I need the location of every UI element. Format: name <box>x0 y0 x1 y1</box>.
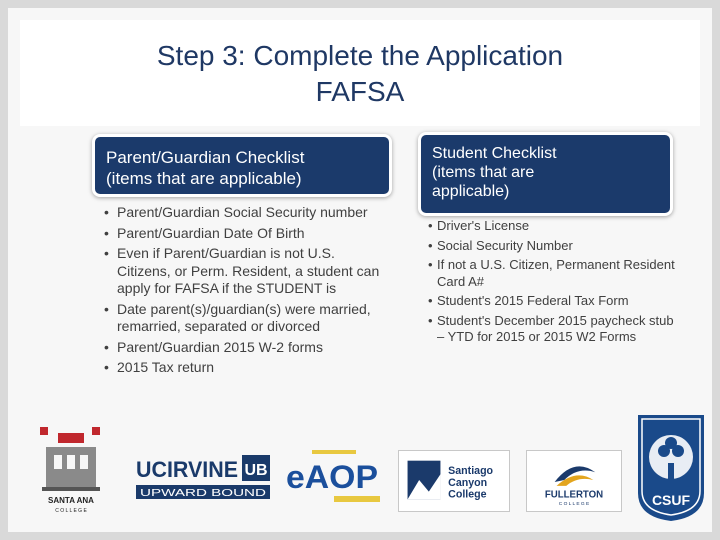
csuf-text: CSUF <box>651 492 691 508</box>
parent-header-line-1: Parent/Guardian Checklist <box>106 148 305 167</box>
santa-ana-line-2: C O L L E G E <box>55 508 87 514</box>
parent-checklist-list <box>104 204 384 380</box>
santiago-line-2: Canyon <box>448 476 488 489</box>
list-item: • Student's December 2015 paycheck stub – YTD for 2015 or 2015 W2 Forms <box>428 313 678 346</box>
fullerton-line-1: FULLERTON <box>544 489 604 501</box>
uci-main-text: UCIRVINE <box>136 457 238 482</box>
list-item: • 2015 Tax return <box>104 359 384 377</box>
title-line-2: FAFSA <box>315 76 405 107</box>
slide-title <box>20 20 700 126</box>
list-item: • If not a U.S. Citizen, Permanent Resident Card A# <box>428 257 678 290</box>
santa-ana-college-logo <box>36 425 106 515</box>
uci-monogram: UB <box>244 462 268 479</box>
list-item: • Date parent(s)/guardian(s) were married, remarried, separated or divorced <box>104 301 384 336</box>
student-header-line-2: (items that are <box>432 164 535 181</box>
list-item: • Even if Parent/Guardian is not U.S. Citizens, or Perm. Resident, a student can apply for FAFSA if the STUDENT is <box>104 245 384 298</box>
title-line-1: Step 3: Complete the Application <box>156 40 564 71</box>
parent-checklist-header <box>92 134 392 197</box>
csuf-logo <box>634 413 708 523</box>
santiago-line-3: College <box>448 488 487 501</box>
santiago-canyon-mark-icon <box>399 451 509 511</box>
list-item: • Driver's License <box>428 218 678 235</box>
uci-subtext: UPWARD BOUND <box>140 488 266 499</box>
santiago-canyon-college-logo <box>398 450 510 512</box>
parent-header-line-2: (items that are applicable) <box>106 169 302 188</box>
student-header-line-1: Student Checklist <box>432 145 557 162</box>
fullerton-line-2: C O L L E G E <box>558 502 590 508</box>
uci-upward-bound-logo <box>134 453 272 503</box>
list-item: • Parent/Guardian Social Security number <box>104 204 384 222</box>
student-checklist-header <box>418 132 673 216</box>
student-header-line-3: applicable) <box>432 183 510 200</box>
eaop-logo <box>282 448 386 508</box>
list-item: • Parent/Guardian 2015 W-2 forms <box>104 339 384 357</box>
santiago-line-1: Santiago <box>448 465 494 478</box>
list-item: • Parent/Guardian Date Of Birth <box>104 225 384 243</box>
student-checklist-list <box>428 218 678 349</box>
list-item: • Student's 2015 Federal Tax Form <box>428 293 678 310</box>
eaop-text: eAOP <box>286 459 378 495</box>
santa-ana-line-1: SANTA ANA <box>48 496 94 505</box>
fullerton-college-logo <box>526 450 622 512</box>
list-item: • Social Security Number <box>428 238 678 255</box>
fullerton-mark-icon <box>527 451 621 511</box>
